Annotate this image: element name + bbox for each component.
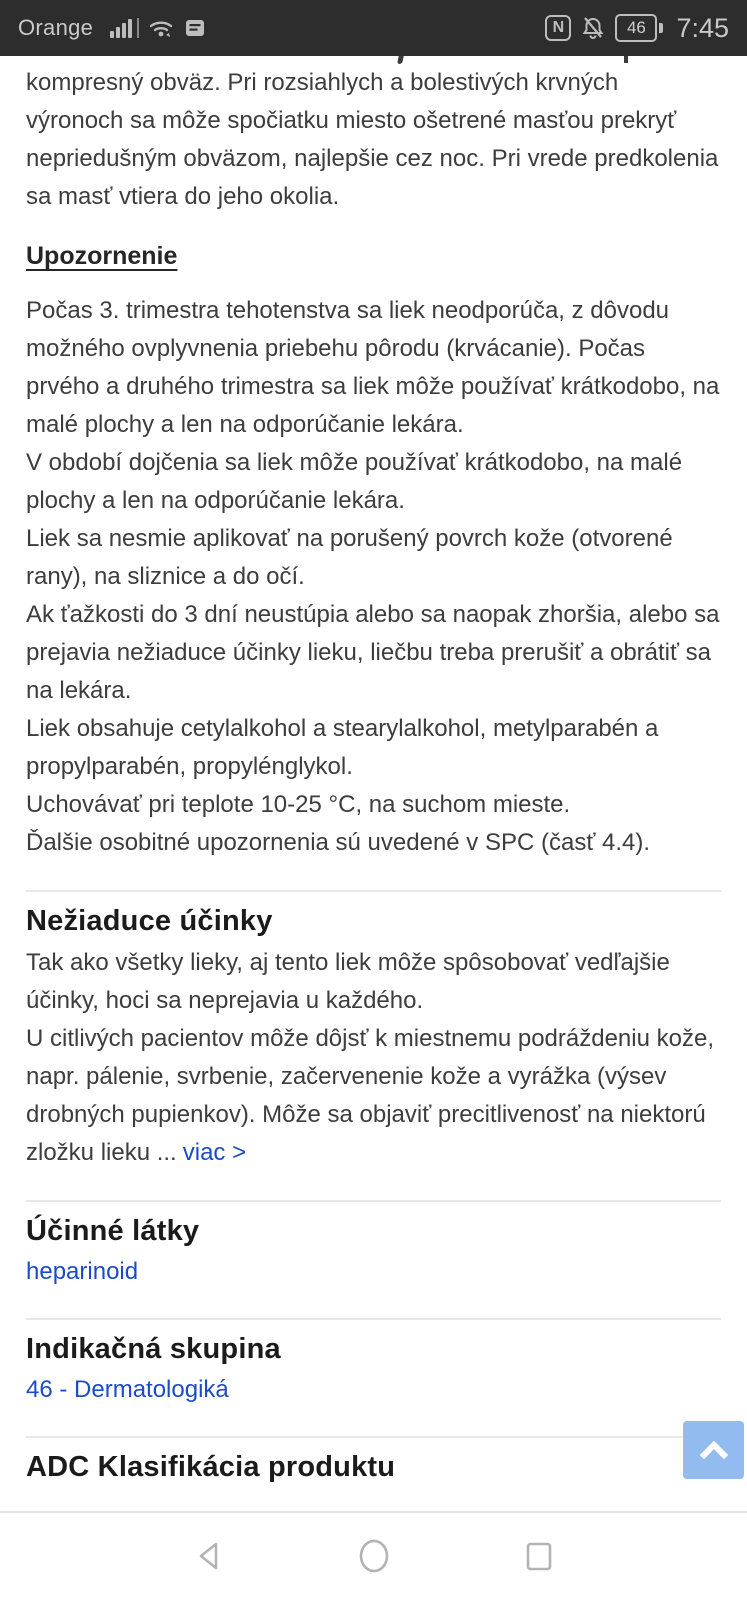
indication-group-heading: Indikačná skupina bbox=[26, 1333, 281, 1365]
warning-paragraph: Liek sa nesmie aplikovať na porušený povrch kože (otvorené rany), na sliznice a do očí. bbox=[26, 525, 673, 590]
warning-paragraph: Uchovávať pri teplote 10-25 °C, na suchom mieste. bbox=[26, 791, 571, 818]
clipped-text-line bbox=[26, 56, 721, 64]
nfc-icon: N bbox=[545, 15, 571, 41]
recents-button[interactable] bbox=[522, 1536, 556, 1576]
battery-level: 46 bbox=[615, 14, 657, 42]
section-side-effects bbox=[26, 890, 721, 1172]
section-indication-group bbox=[26, 1318, 721, 1408]
side-effects-heading: Nežiaduce účinky bbox=[26, 905, 273, 937]
time-label: 7:45 bbox=[676, 12, 729, 43]
side-effects-paragraph-1: Tak ako všetky lieky, aj tento liek môže spôsobovať vedľajšie účinky, hoci sa neprejavia u každého. bbox=[26, 949, 670, 1014]
adc-classification-heading: ADC Klasifikácia produktu bbox=[26, 1451, 396, 1483]
more-link[interactable]: viac > bbox=[182, 1139, 247, 1166]
carrier-label: Orange bbox=[18, 15, 94, 40]
article-content bbox=[0, 56, 747, 1490]
intro-paragraph: kompresný obväz. Pri rozsiahlych a bolestivých krvných výronoch sa môže spočiatku miesto ošetrené masťou prekryť nepriedušným obväzom, najlepšie cez noc. Pri vrede predkolenia sa masť vtiera do jeho okolia. bbox=[26, 69, 719, 210]
warning-paragraph: Počas 3. trimestra tehotenstva sa liek neodporúča, z dôvodu možného ovplyvnenia priebehu pôrodu (krvácanie). Počas prvého a druhého trimestra sa liek môže používať krátkodobo, na malé plochy a len na odporúčanie lekára. bbox=[26, 297, 720, 438]
home-button[interactable] bbox=[354, 1534, 394, 1578]
signal-bars-icon bbox=[110, 18, 139, 38]
side-effects-paragraph-2: U citlivých pacientov môže dôjsť k miestnemu podráždeniu kože, napr. pálenie, svrbenie, začervenenie kože a vyrážka (výsev drobných pupienkov). Môže sa objaviť precitlivenosť na niektorú zložku lieku ... viac > bbox=[26, 1025, 714, 1166]
scroll-to-top-button[interactable] bbox=[683, 1421, 744, 1479]
recents-icon bbox=[522, 1536, 556, 1576]
bell-muted-icon bbox=[580, 15, 606, 41]
wifi-icon bbox=[148, 16, 174, 40]
warning-paragraph: V období dojčenia sa liek môže používať krátkodobo, na malé plochy a len na odporúčanie lekára. bbox=[26, 449, 683, 514]
battery-indicator bbox=[615, 14, 663, 42]
message-icon bbox=[183, 16, 207, 40]
warning-paragraph: Ďalšie osobitné upozornenia sú uvedené v SPC (časť 4.4). bbox=[26, 829, 651, 856]
active-substances-heading: Účinné látky bbox=[26, 1215, 200, 1247]
section-active-substances bbox=[26, 1200, 721, 1290]
section-adc-classification bbox=[26, 1436, 721, 1484]
active-substance-link[interactable]: heparinoid bbox=[26, 1258, 139, 1285]
warning-paragraph: Ak ťažkosti do 3 dní neustúpia alebo sa naopak zhoršia, alebo sa prejavia nežiaduce účinky lieku, liečbu treba prerušiť a obrátiť sa na lekára. bbox=[26, 601, 720, 704]
indication-group-link[interactable]: 46 - Dermatologiká bbox=[26, 1376, 229, 1403]
warning-heading: Upozornenie bbox=[26, 242, 178, 270]
back-button[interactable] bbox=[192, 1536, 226, 1576]
warning-paragraphs bbox=[26, 292, 721, 862]
navigation-bar bbox=[0, 1511, 747, 1599]
warning-paragraph: Liek obsahuje cetylalkohol a stearylalkohol, metylparabén a propylparabén, propylénglykol. bbox=[26, 715, 659, 780]
status-bar bbox=[0, 0, 747, 56]
back-icon bbox=[192, 1536, 226, 1576]
chevron-up-icon bbox=[699, 1440, 729, 1460]
home-icon bbox=[354, 1534, 394, 1578]
